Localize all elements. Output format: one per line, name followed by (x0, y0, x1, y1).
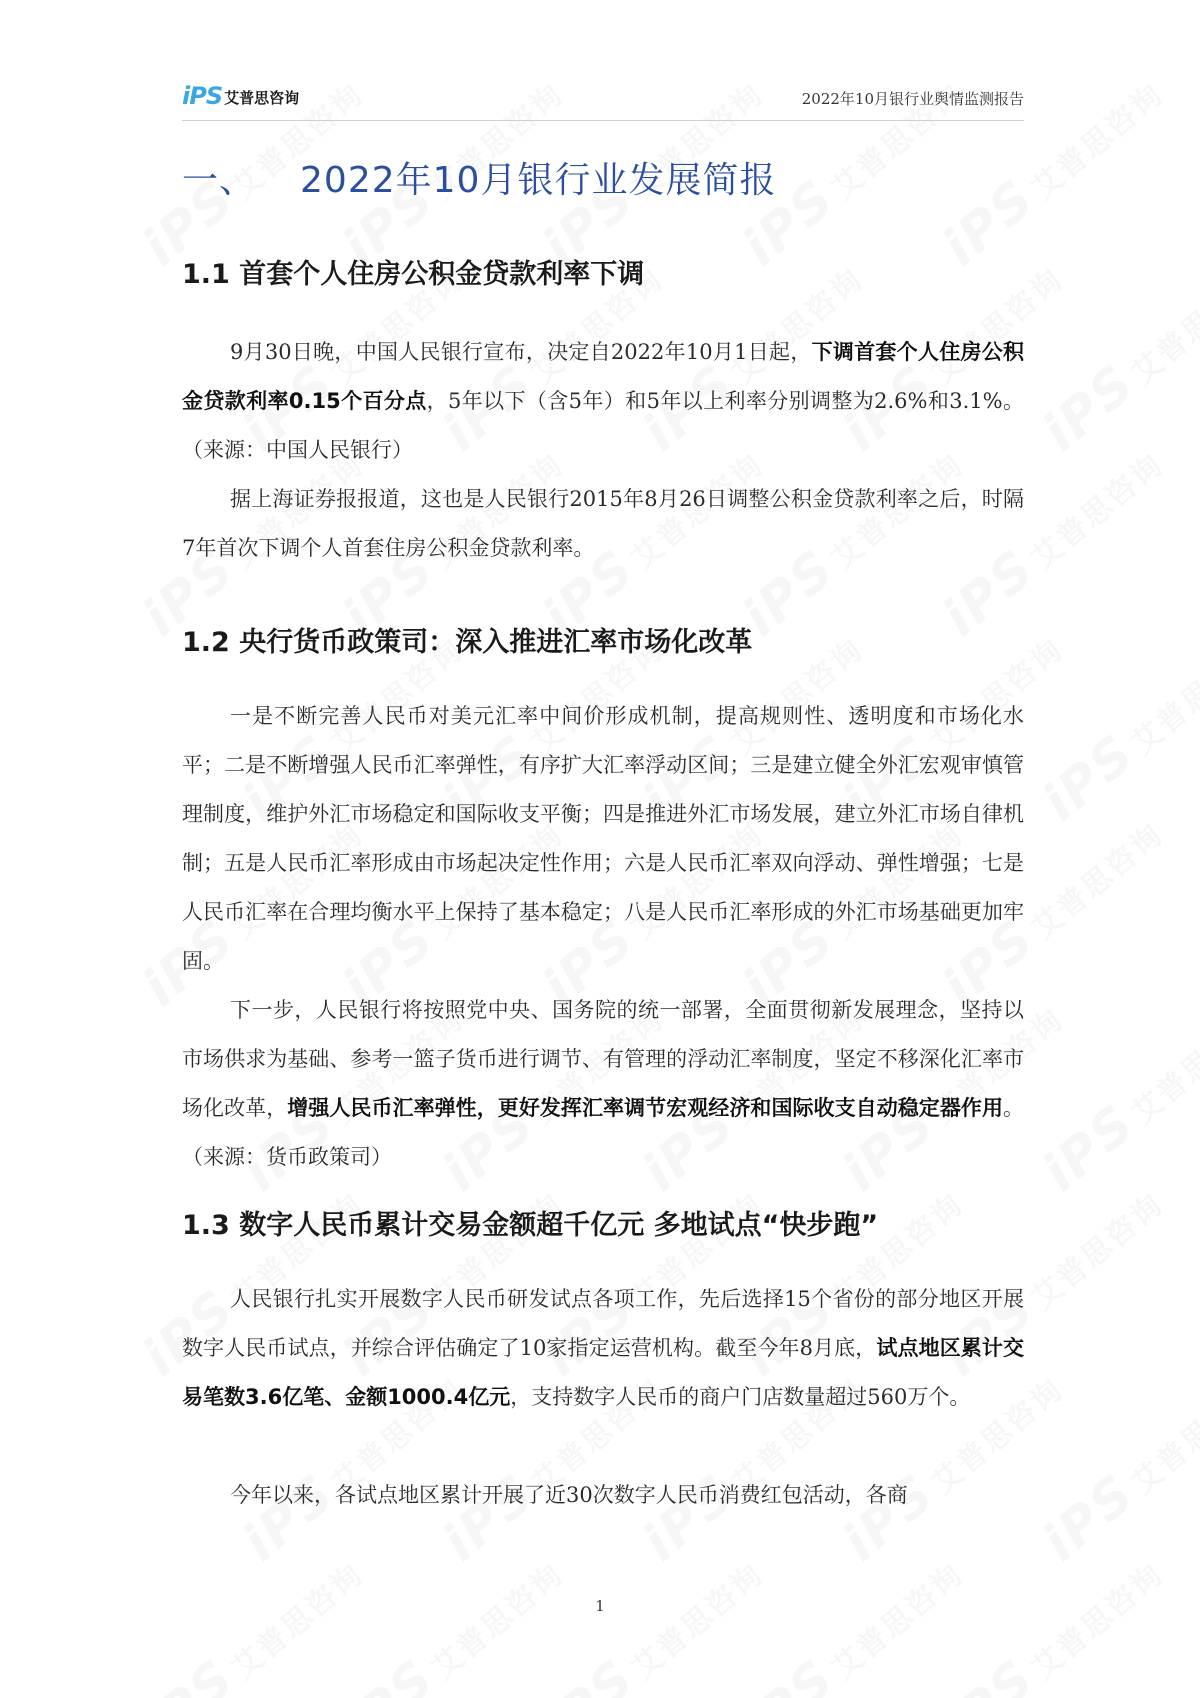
chapter-title (182, 152, 776, 203)
watermark (532, 1542, 774, 1698)
watermark (1032, 247, 1200, 464)
watermark (1032, 1357, 1200, 1574)
section-heading-1-1: 1.1 首套个人住房公积金贷款利率下调 (182, 259, 645, 290)
report-title: 2022年10月银行业舆情监测报告 (801, 90, 1024, 108)
section-heading-1-3: 1.3 数字人民币累计交易金额超千亿元 多地试点“快步跑” (182, 1210, 879, 1241)
paragraph (182, 475, 1024, 573)
bold-text-run: 下调首套个人住房公积金贷款利率0.15个百分点 (182, 340, 1025, 413)
text-run: ，5年以下（含5年）和5年以上利率分别调整为2.6%和3.1%。（来源：中国人民银行） (182, 389, 1024, 462)
watermark (332, 1542, 574, 1698)
text-run: 一是不断完善人民币对美元汇率中间价形成机制，提高规则性、透明度和市场化水平；二是不断增强人民币汇率弹性，有序扩大汇率浮动区间；三是建立健全外汇宏观审慎管理制度，维护外汇市场稳定和国际收支平衡；四是推进外汇市场发展，建立外汇市场自律机制；五是人民币汇率形成由市场起决定性作用；六是人民币汇率双向浮动、弹性增强；七是人民币汇率在合理均衡水平上保持了基本稳定；八是人民币汇率形成的外汇市场基础更加牢固。 (182, 704, 1024, 973)
text-run: 人民银行扎实开展数字人民币研发试点各项工作，先后选择15个省份的部分地区开展数字人民币试点，并综合评估确定了10家指定运营机构。截至今年8月底， (182, 1287, 1024, 1360)
paragraph (182, 1471, 1024, 1520)
watermark (932, 1542, 1174, 1698)
paragraph (182, 328, 1024, 475)
bold-text-run: 增强人民币汇率弹性，更好发挥汇率调节宏观经济和国际收支自动稳定器作用 (287, 1096, 1004, 1120)
paragraph (182, 1275, 1024, 1422)
chapter-title-text: 2022年10月银行业发展简报 (300, 160, 777, 201)
text-run: 9月30日晚，中国人民银行宣布，决定自2022年10月1日起， (230, 340, 812, 364)
text-run: 今年以来，各试点地区累计开展了近30次数字人民币消费红包活动，各商 (230, 1483, 908, 1507)
logo-text: 艾普思咨询 (224, 89, 300, 107)
text-run: 下一步，人民银行将按照党中央、国务院的统一部署，全面贯彻新发展理念，坚持以市场供求为基础、参考一篮子货币进行调节、有管理的浮动汇率制度，坚定不移深化汇率市场化改革， (182, 998, 1024, 1120)
chapter-number: 一、 (182, 160, 257, 201)
watermark (132, 1542, 374, 1698)
section-heading-1-2: 1.2 央行货币政策司：深入推进汇率市场化改革 (182, 627, 753, 658)
logo-mark: iPS (182, 82, 223, 110)
watermark (1032, 617, 1200, 834)
page-header (182, 80, 1024, 121)
page-number: 1 (595, 1597, 605, 1615)
paragraph (182, 986, 1024, 1182)
paragraph (182, 692, 1024, 986)
bold-text-run: 试点地区累计交易笔数3.6亿笔、金额1000.4亿元 (182, 1336, 1024, 1409)
text-run: 。（来源：货币政策司） (182, 1096, 1025, 1169)
text-run: ，支持数字人民币的商户门店数量超过560万个。 (510, 1385, 971, 1409)
text-run: 据上海证券报报道，这也是人民银行2015年8月26日调整公积金贷款利率之后，时隔7年首次下调个人首套住房公积金贷款利率。 (182, 487, 1024, 560)
watermark (1032, 987, 1200, 1204)
company-logo (182, 84, 299, 108)
watermark (732, 1542, 974, 1698)
